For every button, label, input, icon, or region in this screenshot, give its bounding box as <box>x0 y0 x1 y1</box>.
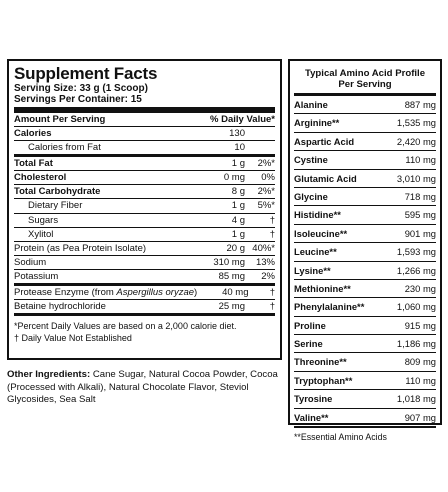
amino-name: Proline <box>294 319 326 331</box>
amino-row <box>294 170 436 188</box>
row-amount: 130 <box>229 128 245 139</box>
amino-name: Methionine** <box>294 282 351 294</box>
amino-value: 1,018 mg <box>396 393 436 405</box>
amino-row <box>294 151 436 169</box>
serving-size: Serving Size: 33 g (1 Scoop) <box>14 83 148 94</box>
footnote-daily-values: *Percent Daily Values are based on a 2,000 calorie diet. <box>14 321 237 332</box>
amino-name: Serine <box>294 338 323 350</box>
row-name: Total Carbohydrate <box>14 186 101 198</box>
header-amount: Amount Per Serving <box>14 114 106 125</box>
amino-panel-title <box>294 61 436 96</box>
row-dv: 5%* <box>257 200 275 212</box>
amino-name: Tyrosine <box>294 393 333 405</box>
row-name: Cholesterol <box>14 172 67 184</box>
row-amount: 1 g <box>231 200 245 212</box>
panel-title: Supplement Facts <box>14 64 158 83</box>
facts-row-protein <box>14 242 275 256</box>
row-name: Total Fat <box>14 158 53 170</box>
row-name <box>14 286 197 299</box>
amino-value: 1,593 mg <box>396 246 436 258</box>
amino-row <box>294 372 436 390</box>
amino-value: 2,420 mg <box>396 135 436 147</box>
header-daily-value: % Daily Value* <box>210 114 275 125</box>
facts-footnotes <box>14 320 275 344</box>
row-dv: 2%* <box>257 158 275 170</box>
amino-acid-profile-panel <box>288 59 442 443</box>
row-dv: 0% <box>261 172 275 184</box>
amino-value: 901 mg <box>404 227 436 239</box>
amino-name: Threonine** <box>294 356 347 368</box>
facts-row-sodium <box>14 256 275 270</box>
amino-name: Glycine <box>294 190 328 202</box>
amino-row <box>294 390 436 408</box>
amino-footnote: **Essential Amino Acids <box>294 426 436 443</box>
row-dv: † <box>269 228 275 240</box>
amino-rows <box>294 96 436 427</box>
row-amount: 310 mg <box>213 256 245 268</box>
row-name: Protein (as Pea Protein Isolate) <box>14 242 147 254</box>
row-name: Sugars <box>28 214 59 226</box>
amino-row <box>294 353 436 371</box>
row-dv <box>245 127 275 140</box>
row-name-italic: Aspergillus oryzae <box>116 287 195 299</box>
facts-row-betaine-hydrochloride <box>14 300 275 316</box>
facts-row-protease-enzyme <box>14 286 275 300</box>
amino-value: 1,266 mg <box>396 264 436 276</box>
row-name: Calories <box>14 128 52 139</box>
row-name: Xylitol <box>28 228 54 240</box>
amino-name: Isoleucine** <box>294 227 348 239</box>
amino-row <box>294 243 436 261</box>
facts-row-xylitol <box>14 228 275 242</box>
amino-value: 907 mg <box>404 411 436 423</box>
amino-value: 3,010 mg <box>396 172 436 184</box>
amino-row <box>294 409 436 427</box>
amino-value: 595 mg <box>404 209 436 221</box>
amino-value: 1,060 mg <box>396 301 436 313</box>
amino-value: 230 mg <box>404 282 436 294</box>
row-dv <box>245 141 275 154</box>
amino-row <box>294 317 436 335</box>
amino-value: 809 mg <box>404 356 436 368</box>
row-amount: 40 mg <box>222 287 249 299</box>
amino-value: 110 mg <box>405 374 436 386</box>
row-amount: 4 g <box>231 214 245 226</box>
footnote-dagger: † Daily Value Not Established <box>14 333 132 344</box>
facts-row-cholesterol <box>14 171 275 185</box>
row-name: Sodium <box>14 256 47 268</box>
amino-title-line2: Per Serving <box>338 79 392 90</box>
row-dv: † <box>269 301 275 313</box>
amino-name: Alanine <box>294 99 328 110</box>
row-dv: 40%* <box>252 242 275 254</box>
amino-value: 915 mg <box>404 319 436 331</box>
row-amount: 85 mg <box>218 270 245 282</box>
row-name: Dietary Fiber <box>28 200 83 212</box>
row-amount: 25 mg <box>218 301 245 313</box>
row-name: Calories from Fat <box>28 142 101 154</box>
amino-row <box>294 114 436 132</box>
row-dv: 2%* <box>257 186 275 198</box>
amino-name: Lysine** <box>294 264 331 276</box>
amino-row <box>294 206 436 224</box>
amino-row <box>294 280 436 298</box>
row-amount: 20 g <box>226 242 245 254</box>
facts-row-total-fat <box>14 157 275 171</box>
amino-name: Cystine <box>294 154 328 166</box>
row-amount: 0 mg <box>223 172 245 184</box>
amino-row <box>294 298 436 316</box>
facts-row-total-carbohydrate <box>14 185 275 199</box>
row-amount: 10 <box>234 142 245 154</box>
facts-header <box>14 113 275 127</box>
amino-name: Valine** <box>294 411 329 423</box>
servings-per-container: Servings Per Container: 15 <box>14 94 142 105</box>
row-name: Potassium <box>14 270 59 282</box>
other-ingredients-label: Other Ingredients: <box>7 369 91 380</box>
facts-row-dietary-fiber <box>14 199 275 213</box>
amino-title-line1: Typical Amino Acid Profile <box>304 68 426 79</box>
row-dv: † <box>269 287 275 299</box>
amino-name: Phenylalanine** <box>294 301 365 313</box>
amino-value: 718 mg <box>404 190 436 202</box>
other-ingredients-text: Cane Sugar, Natural Cocoa Powder, Cocoa (Processed with Alkali), Natural Chocolate Flavor, Steviol Glycosides, Sea Salt <box>7 369 278 405</box>
supplement-facts-panel <box>7 59 282 360</box>
amino-value: 1,186 mg <box>396 338 436 350</box>
amino-row <box>294 188 436 206</box>
amino-name: Glutamic Acid <box>294 172 357 184</box>
row-name-prefix: Protease Enzyme (from <box>14 287 117 299</box>
amino-name: Histidine** <box>294 209 341 221</box>
amino-value: 887 mg <box>404 99 436 110</box>
amino-name: Leucine** <box>294 246 337 258</box>
amino-value: 1,535 mg <box>396 117 436 129</box>
amino-name: Arginine** <box>294 117 340 129</box>
amino-row <box>294 133 436 151</box>
row-name-suffix: ) <box>194 287 198 299</box>
row-name: Betaine hydrochloride <box>14 301 106 313</box>
row-amount: 8 g <box>231 186 245 198</box>
row-dv: † <box>269 214 275 226</box>
amino-row <box>294 335 436 353</box>
row-dv: 2% <box>261 270 275 282</box>
amino-value: 110 mg <box>405 154 436 166</box>
facts-row-calories-from-fat <box>14 141 275 157</box>
row-amount: 1 g <box>231 158 245 170</box>
amino-row <box>294 262 436 280</box>
facts-row-potassium <box>14 270 275 286</box>
amino-name: Aspartic Acid <box>294 135 355 147</box>
other-ingredients <box>7 369 282 407</box>
amino-row <box>294 225 436 243</box>
facts-row-calories <box>14 127 275 141</box>
row-amount: 1 g <box>231 228 245 240</box>
amino-name: Tryptophan** <box>294 374 353 386</box>
amino-row <box>294 96 436 114</box>
facts-row-sugars <box>14 214 275 228</box>
row-dv: 13% <box>255 256 275 268</box>
